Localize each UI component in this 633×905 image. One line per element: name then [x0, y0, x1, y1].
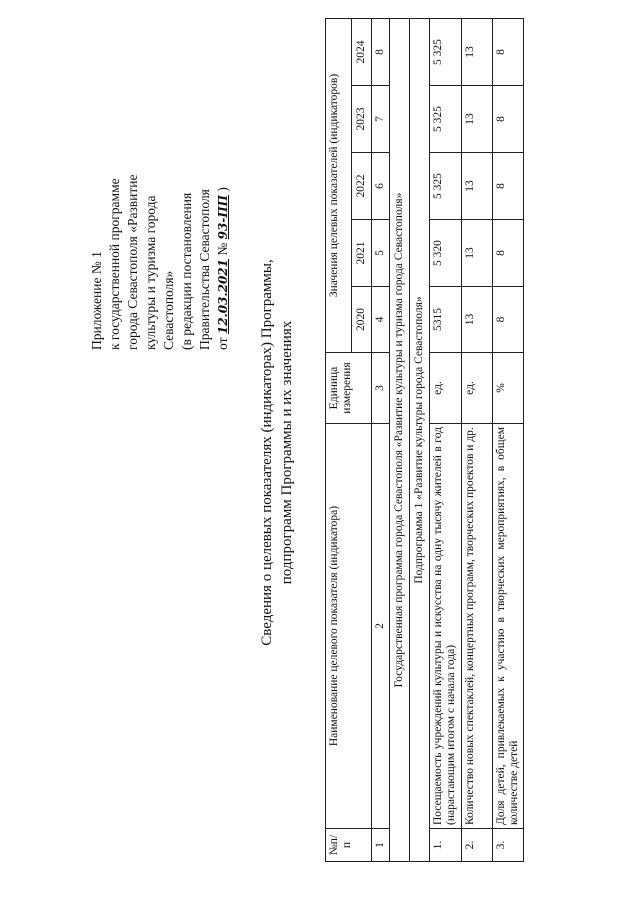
header-num: №п/п — [326, 829, 372, 862]
row-value: 8 — [493, 287, 524, 353]
row-value: 13 — [462, 220, 493, 287]
row-name: Количество новых спектаклей, концертных программ, творческих проектов и др. — [462, 424, 493, 829]
row-value: 5 320 — [430, 220, 462, 287]
number-prefix: № — [215, 242, 230, 256]
row-num: 1. — [430, 829, 462, 862]
appendix-line: культуры и туризма города — [143, 195, 158, 350]
row-value: 13 — [462, 287, 493, 353]
handwritten-date: 12.03.2021 — [216, 258, 230, 335]
table-row — [462, 18, 493, 861]
row-value: 5 325 — [430, 86, 462, 153]
header-name: Наименование целевого показателя (индикатора) — [326, 424, 372, 829]
document-title-line-2: подпрограмм Программы и их значениях — [279, 320, 295, 585]
handwritten-number: 93-ПП — [216, 194, 230, 240]
col-number: 3 — [372, 353, 390, 424]
row-value: 13 — [462, 86, 493, 153]
appendix-block — [88, 30, 232, 350]
col-number: 8 — [372, 18, 390, 85]
date-prefix: от — [215, 337, 230, 350]
row-value: 8 — [493, 153, 524, 220]
row-unit: ед. — [430, 353, 462, 424]
appendix-line: города Севастополя «Развитие — [125, 174, 140, 350]
row-value: 5 325 — [430, 153, 462, 220]
row-value: 8 — [493, 18, 524, 85]
row-value: 8 — [493, 220, 524, 287]
appendix-date-line — [214, 30, 232, 350]
col-number: 2 — [372, 424, 390, 829]
row-value: 5315 — [430, 287, 462, 353]
row-unit: % — [493, 353, 524, 424]
col-number: 4 — [372, 287, 390, 353]
appendix-line: к государственной программе — [107, 178, 122, 350]
program-row — [390, 18, 410, 861]
header-values: Значения целевых показателей (индикаторов) — [326, 18, 352, 352]
col-number: 1 — [372, 829, 390, 862]
col-number: 5 — [372, 220, 390, 287]
row-value: 8 — [493, 86, 524, 153]
year-cell: 2022 — [352, 153, 372, 220]
table-row — [430, 18, 462, 861]
subprogram-title: Подпрограмма 1 «Развитие культуры города Севастополя» — [410, 18, 430, 861]
year-cell: 2024 — [352, 18, 372, 85]
row-num: 3. — [493, 829, 524, 862]
header-row — [326, 18, 352, 861]
year-cell: 2021 — [352, 220, 372, 287]
year-cell: 2020 — [352, 287, 372, 353]
appendix-line: Приложение № 1 — [89, 251, 104, 350]
indicators-table — [325, 18, 524, 862]
table-row — [493, 18, 524, 861]
year-cell: 2023 — [352, 86, 372, 153]
row-name: Посещаемость учреждений культуры и искусства на одну тысячу жителей в год (нарастающим итогом с начала года) — [430, 424, 462, 829]
document-title-line-1: Сведения о целевых показателях (индикаторах) Программы, — [259, 259, 275, 646]
row-value: 13 — [462, 153, 493, 220]
row-name: Доля детей, привлекаемых к участию в творческих мероприятиях, в общем количестве детей — [493, 424, 524, 829]
row-unit: ед. — [462, 353, 493, 424]
program-title: Государственная программа города Севастополя «Развитие культуры и туризма города Севастополя» — [390, 18, 410, 861]
subprogram-row — [410, 18, 430, 861]
header-unit: Единица измерения — [326, 353, 372, 424]
row-num: 2. — [462, 829, 493, 862]
appendix-line: Правительства Севастополя — [197, 189, 212, 350]
appendix-line: (в редакции постановления — [179, 192, 194, 350]
row-value: 13 — [462, 18, 493, 85]
row-value: 5 325 — [430, 18, 462, 85]
close-paren: ) — [215, 187, 230, 192]
appendix-line: Севастополя» — [161, 270, 176, 350]
col-number: 7 — [372, 86, 390, 153]
column-number-row — [372, 18, 390, 861]
col-number: 6 — [372, 153, 390, 220]
